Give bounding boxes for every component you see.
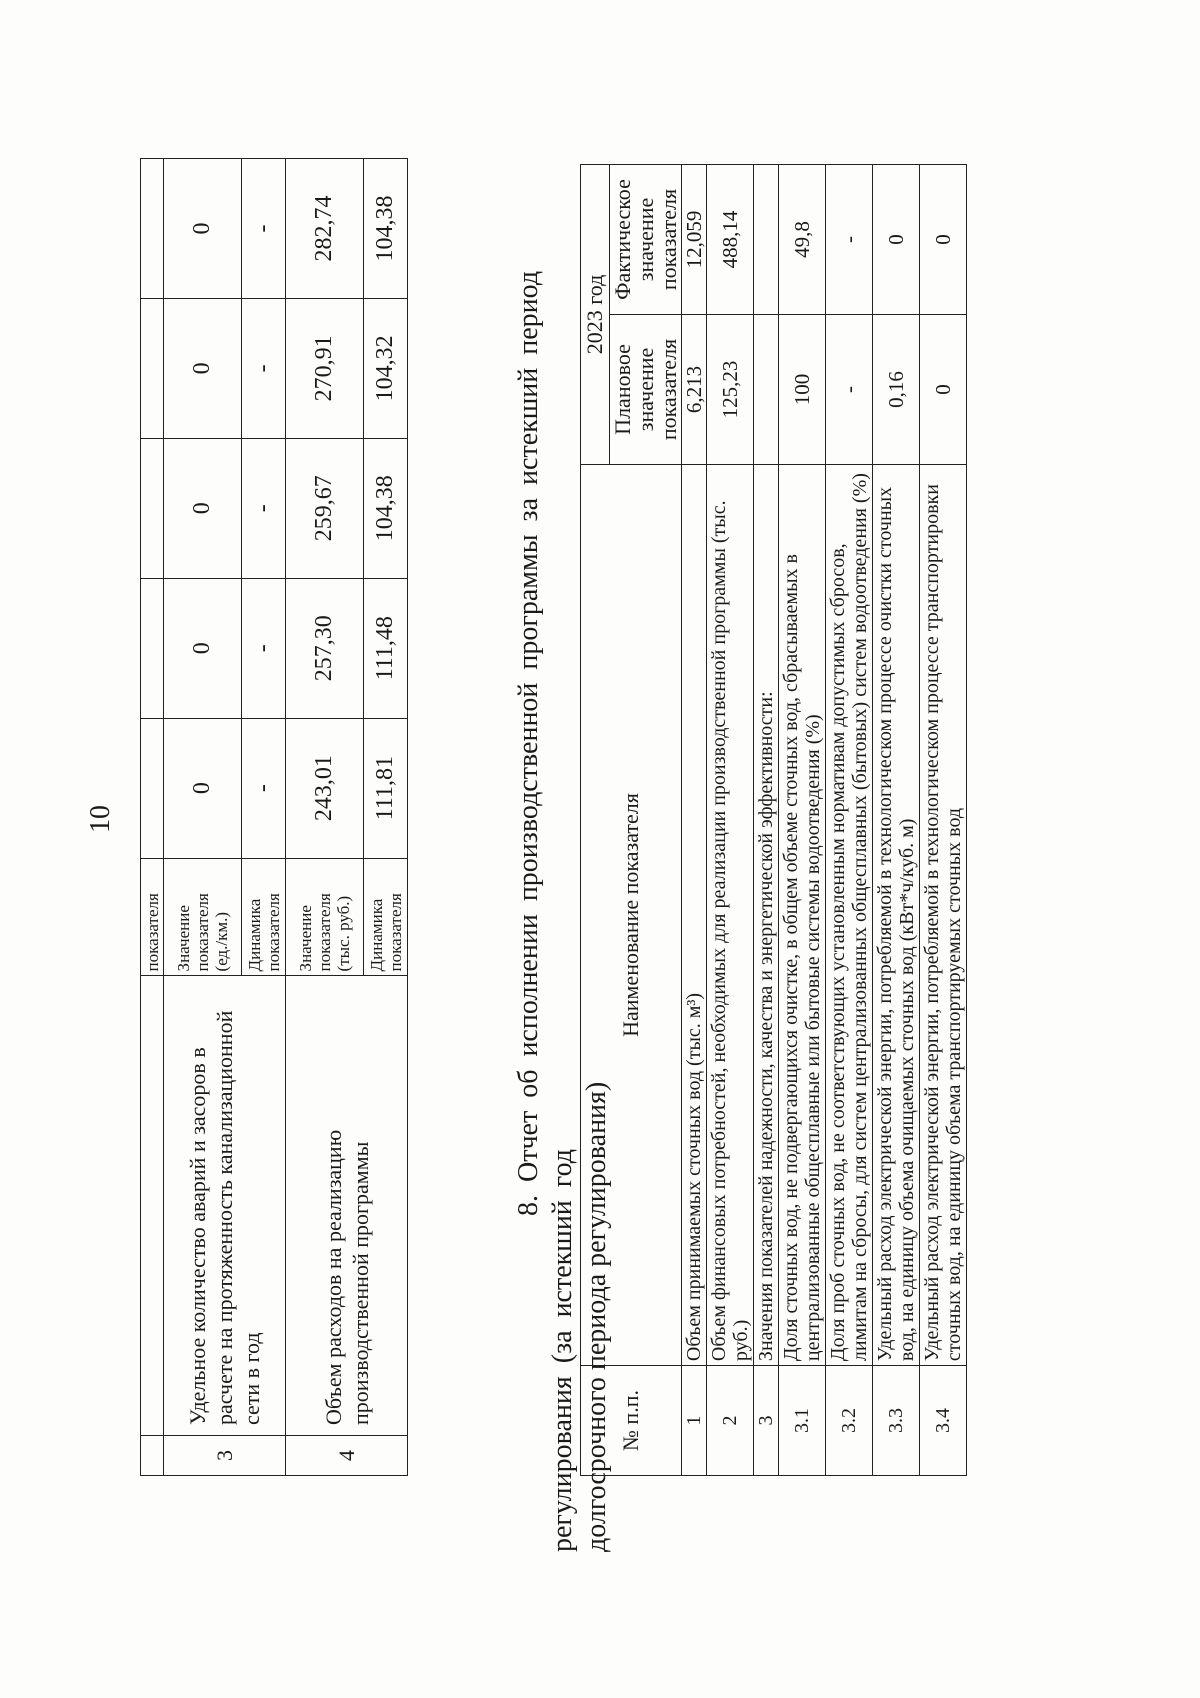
cell-value bbox=[141, 159, 164, 299]
sub-label: показателя bbox=[141, 858, 164, 976]
table-row bbox=[873, 165, 920, 1476]
table-row bbox=[754, 165, 779, 1476]
cell-value: 111,81 bbox=[364, 718, 408, 858]
row-name bbox=[141, 976, 164, 1436]
row-number: 3 bbox=[754, 1366, 779, 1476]
cell-value bbox=[141, 718, 164, 858]
col-header-year: 2023 год bbox=[581, 165, 610, 465]
table-row bbox=[826, 165, 873, 1476]
program-report-table bbox=[580, 164, 967, 1476]
sub-label: Значение показателя (тыс. руб.) bbox=[286, 858, 364, 976]
col-header-plan: Плановое значение показателя bbox=[610, 314, 682, 464]
sub-label: Динамика показателя bbox=[242, 858, 286, 976]
cell-value: 104,32 bbox=[364, 298, 408, 438]
cell-value: 0 bbox=[164, 718, 242, 858]
fact-value: - bbox=[826, 165, 873, 315]
plan-value bbox=[754, 314, 779, 464]
col-header-fact: Фактическое значение показателя bbox=[610, 165, 682, 315]
cell-value: - bbox=[242, 159, 286, 299]
table-row bbox=[707, 165, 754, 1476]
cell-value bbox=[141, 438, 164, 578]
row-number: 3 bbox=[164, 1436, 286, 1476]
fact-value: 0 bbox=[873, 165, 920, 315]
col-header-name: Наименование показателя bbox=[581, 464, 682, 1365]
header-row bbox=[581, 165, 610, 1476]
row-number: 2 bbox=[707, 1366, 754, 1476]
cell-value: 0 bbox=[164, 159, 242, 299]
table-row bbox=[164, 159, 242, 1476]
cell-value: - bbox=[242, 718, 286, 858]
cell-value bbox=[141, 578, 164, 718]
cell-value: 282,74 bbox=[286, 159, 364, 299]
row-number: 3.3 bbox=[873, 1366, 920, 1476]
plan-value: 100 bbox=[779, 314, 826, 464]
fact-value: 49,8 bbox=[779, 165, 826, 315]
row-name: Объем принимаемых сточных вод (тыс. м³) bbox=[682, 464, 707, 1365]
row-number bbox=[141, 1436, 164, 1476]
sub-label: Значение показателя (ед./км.) bbox=[164, 858, 242, 976]
plan-value: 125,23 bbox=[707, 314, 754, 464]
row-name: Объем расходов на реализацию производственной программы bbox=[286, 976, 408, 1436]
row-number: 4 bbox=[286, 1436, 408, 1476]
row-name: Доля проб сточных вод, не соответствующих установленным нормативам допустимых сбросов, лимитам на сбросы, для систем централизованных общесплавных (бытовых) систем водоотведения (%) bbox=[826, 464, 873, 1365]
fact-value: 12,059 bbox=[682, 165, 707, 315]
cell-value: - bbox=[242, 438, 286, 578]
table-row bbox=[141, 159, 164, 1476]
cell-value bbox=[141, 298, 164, 438]
heading-line-1: 8. Отчет об исполнении производственной программы за истекший период регулирования (за истекший год bbox=[513, 270, 578, 1552]
table-row bbox=[682, 165, 707, 1476]
row-number: 3.4 bbox=[920, 1366, 967, 1476]
cell-value: 243,01 bbox=[286, 718, 364, 858]
heading-line-2: долгосрочного периода регулирования) bbox=[581, 1081, 612, 1552]
cell-value: - bbox=[242, 578, 286, 718]
row-name: Удельный расход электрической энергии, потребляемой в технологическом процессе транспортировки сточных вод, на единицу объема транспортируемых сточных вод bbox=[920, 464, 967, 1365]
row-number: 1 bbox=[682, 1366, 707, 1476]
row-number: 3.1 bbox=[779, 1366, 826, 1476]
cell-value: 111,48 bbox=[364, 578, 408, 718]
cell-value: 0 bbox=[164, 438, 242, 578]
cell-value: 0 bbox=[164, 578, 242, 718]
cell-value: 0 bbox=[164, 298, 242, 438]
col-header-no: № п.п. bbox=[581, 1366, 682, 1476]
plan-value: 6,213 bbox=[682, 314, 707, 464]
plan-value: 0,16 bbox=[873, 314, 920, 464]
row-number: 3.2 bbox=[826, 1366, 873, 1476]
row-name: Удельный расход электрической энергии, потребляемой в технологическом процессе очистки сточных вод, на единицу объема очищаемых сточных вод (кВт*ч/куб. м) bbox=[873, 464, 920, 1365]
sub-label: Динамика показателя bbox=[364, 858, 408, 976]
cell-value: 270,91 bbox=[286, 298, 364, 438]
cell-value: 104,38 bbox=[364, 159, 408, 299]
page-number: 10 bbox=[85, 805, 116, 833]
cell-value: 104,38 bbox=[364, 438, 408, 578]
table-row bbox=[920, 165, 967, 1476]
cell-value: 259,67 bbox=[286, 438, 364, 578]
plan-value: 0 bbox=[920, 314, 967, 464]
plan-value: - bbox=[826, 314, 873, 464]
cell-value: 257,30 bbox=[286, 578, 364, 718]
row-name: Удельное количество аварий и засоров в расчете на протяженность канализационной сети в год bbox=[164, 976, 286, 1436]
row-name: Доля сточных вод, не подвергающихся очистке, в общем объеме сточных вод, сбрасываемых в централизованные общесплавные или бытовые системы водоотведения (%) bbox=[779, 464, 826, 1365]
fact-value: 488,14 bbox=[707, 165, 754, 315]
indicators-table-continued bbox=[140, 158, 408, 1476]
cell-value: - bbox=[242, 298, 286, 438]
row-name: Объем финансовых потребностей, необходимых для реализации производственной программы (тыс. руб.) bbox=[707, 464, 754, 1365]
table-row bbox=[779, 165, 826, 1476]
fact-value: 0 bbox=[920, 165, 967, 315]
row-name: Значения показателей надежности, качества и энергетической эффективности: bbox=[754, 464, 779, 1365]
table-row bbox=[286, 159, 364, 1476]
fact-value bbox=[754, 165, 779, 315]
